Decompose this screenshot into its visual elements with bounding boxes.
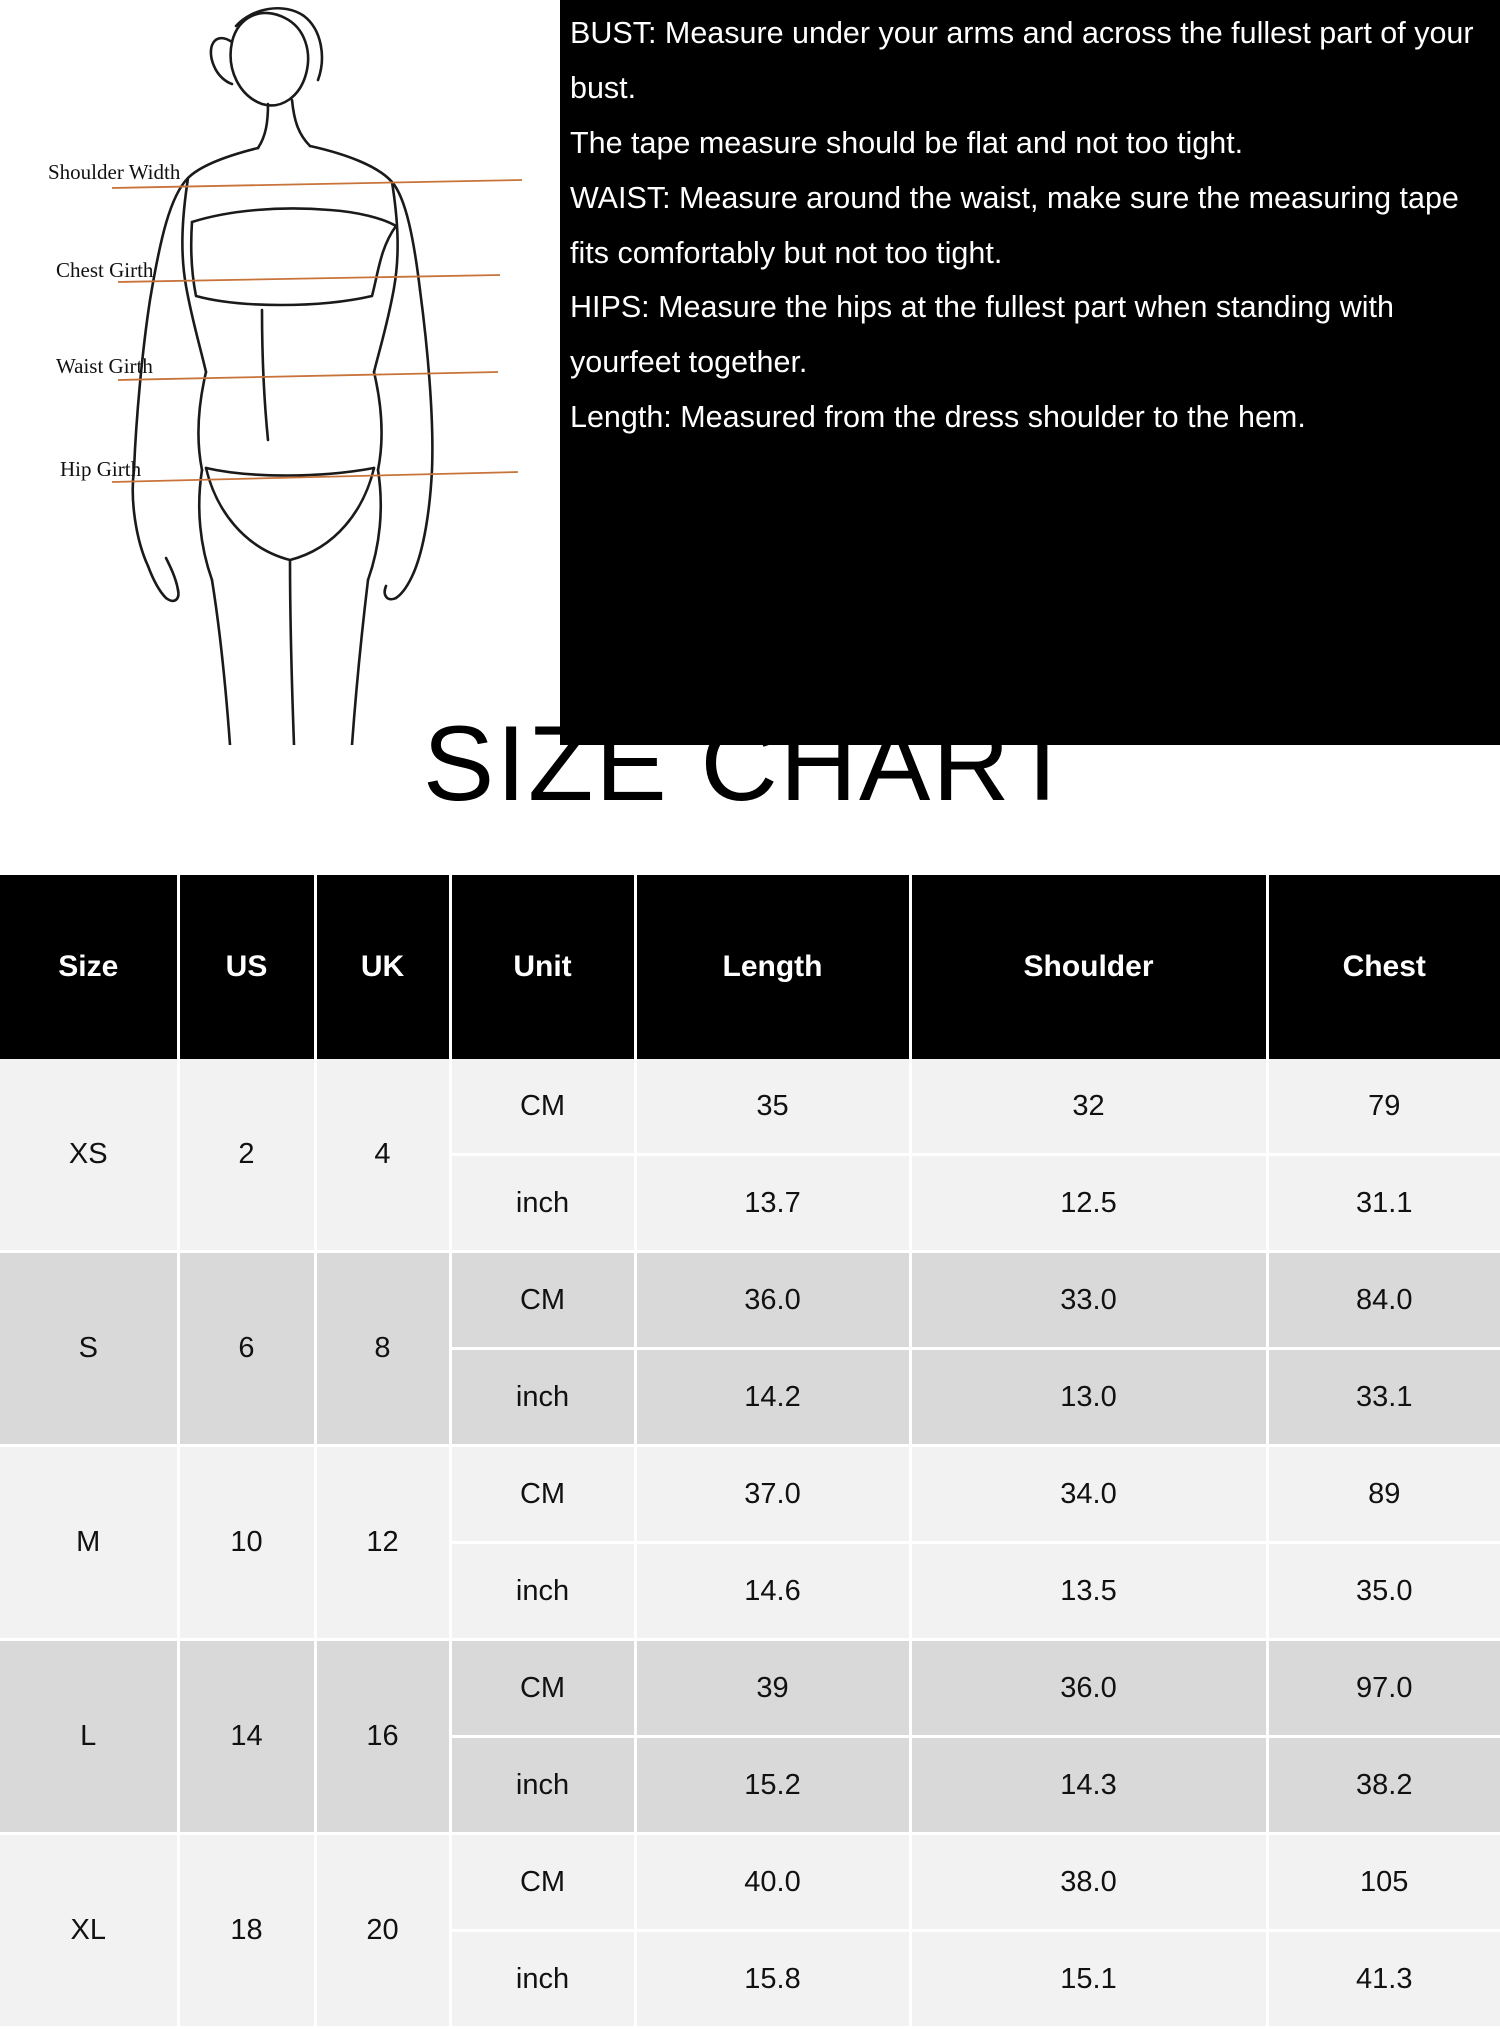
cell-unit: inch xyxy=(450,1543,635,1640)
cell-chest: 97.0 xyxy=(1267,1640,1500,1737)
header-us: US xyxy=(178,875,315,1059)
table-row xyxy=(0,1640,1500,1737)
cell-shoulder: 36.0 xyxy=(910,1640,1267,1737)
cell-unit: inch xyxy=(450,1737,635,1834)
cell-size: M xyxy=(0,1446,178,1640)
cell-unit: CM xyxy=(450,1059,635,1155)
cell-uk: 4 xyxy=(315,1059,450,1252)
cell-length: 15.2 xyxy=(635,1737,910,1834)
cell-chest: 35.0 xyxy=(1267,1543,1500,1640)
page-title: SIZE CHART xyxy=(422,703,1078,823)
cell-chest: 105 xyxy=(1267,1834,1500,1931)
cell-length: 14.2 xyxy=(635,1349,910,1446)
header-uk: UK xyxy=(315,875,450,1059)
cell-shoulder: 33.0 xyxy=(910,1252,1267,1349)
measuring-instructions-panel xyxy=(560,0,1500,745)
cell-us: 14 xyxy=(178,1640,315,1834)
instruction-tape: The tape measure should be flat and not too tight. xyxy=(570,125,1244,160)
cell-shoulder: 13.0 xyxy=(910,1349,1267,1446)
cell-chest: 84.0 xyxy=(1267,1252,1500,1349)
cell-shoulder: 14.3 xyxy=(910,1737,1267,1834)
header-shoulder: Shoulder xyxy=(910,875,1267,1059)
table-row xyxy=(0,1252,1500,1349)
cell-uk: 8 xyxy=(315,1252,450,1446)
instruction-waist: WAIST: Measure around the waist, make sure the measuring tape fits comfortably but not too tight. xyxy=(570,180,1459,270)
cell-unit: inch xyxy=(450,1155,635,1252)
cell-us: 2 xyxy=(178,1059,315,1252)
cell-length: 39 xyxy=(635,1640,910,1737)
table-row xyxy=(0,1834,1500,1931)
header-unit: Unit xyxy=(450,875,635,1059)
cell-length: 35 xyxy=(635,1059,910,1155)
cell-length: 15.8 xyxy=(635,1931,910,2028)
label-waist-girth: Waist Girth xyxy=(56,354,153,378)
header-chest: Chest xyxy=(1267,875,1500,1059)
cell-chest: 31.1 xyxy=(1267,1155,1500,1252)
cell-length: 36.0 xyxy=(635,1252,910,1349)
cell-shoulder: 13.5 xyxy=(910,1543,1267,1640)
cell-uk: 20 xyxy=(315,1834,450,2028)
cell-unit: inch xyxy=(450,1349,635,1446)
cell-unit: CM xyxy=(450,1252,635,1349)
cell-us: 6 xyxy=(178,1252,315,1446)
instruction-hips: HIPS: Measure the hips at the fullest part when standing with yourfeet together. xyxy=(570,290,1394,380)
table-row xyxy=(0,1446,1500,1543)
cell-shoulder: 34.0 xyxy=(910,1446,1267,1543)
cell-shoulder: 15.1 xyxy=(910,1931,1267,2028)
cell-unit: CM xyxy=(450,1640,635,1737)
cell-unit: CM xyxy=(450,1446,635,1543)
cell-size: XL xyxy=(0,1834,178,2028)
cell-us: 10 xyxy=(178,1446,315,1640)
cell-length: 37.0 xyxy=(635,1446,910,1543)
cell-chest: 33.1 xyxy=(1267,1349,1500,1446)
size-table-wrap xyxy=(0,875,1500,2029)
top-section xyxy=(0,0,1500,745)
cell-length: 13.7 xyxy=(635,1155,910,1252)
table-header-row xyxy=(0,875,1500,1059)
cell-chest: 79 xyxy=(1267,1059,1500,1155)
cell-chest: 38.2 xyxy=(1267,1737,1500,1834)
instruction-bust: BUST: Measure under your arms and across the fullest part of your bust. xyxy=(570,16,1474,105)
cell-uk: 12 xyxy=(315,1446,450,1640)
cell-chest: 89 xyxy=(1267,1446,1500,1543)
cell-size: XS xyxy=(0,1059,178,1252)
instruction-length: Length: Measured from the dress shoulder to the hem. xyxy=(570,400,1306,435)
label-chest-girth: Chest Girth xyxy=(56,258,154,282)
body-figure-panel xyxy=(0,0,560,745)
cell-length: 40.0 xyxy=(635,1834,910,1931)
header-size: Size xyxy=(0,875,178,1059)
cell-uk: 16 xyxy=(315,1640,450,1834)
cell-shoulder: 32 xyxy=(910,1059,1267,1155)
cell-unit: CM xyxy=(450,1834,635,1931)
cell-length: 14.6 xyxy=(635,1543,910,1640)
size-table xyxy=(0,875,1500,2029)
label-shoulder-width: Shoulder Width xyxy=(48,160,181,184)
table-row xyxy=(0,1059,1500,1155)
cell-size: L xyxy=(0,1640,178,1834)
cell-us: 18 xyxy=(178,1834,315,2028)
cell-unit: inch xyxy=(450,1931,635,2028)
cell-shoulder: 38.0 xyxy=(910,1834,1267,1931)
cell-chest: 41.3 xyxy=(1267,1931,1500,2028)
header-length: Length xyxy=(635,875,910,1059)
label-hip-girth: Hip Girth xyxy=(60,457,142,481)
cell-shoulder: 12.5 xyxy=(910,1155,1267,1252)
cell-size: S xyxy=(0,1252,178,1446)
